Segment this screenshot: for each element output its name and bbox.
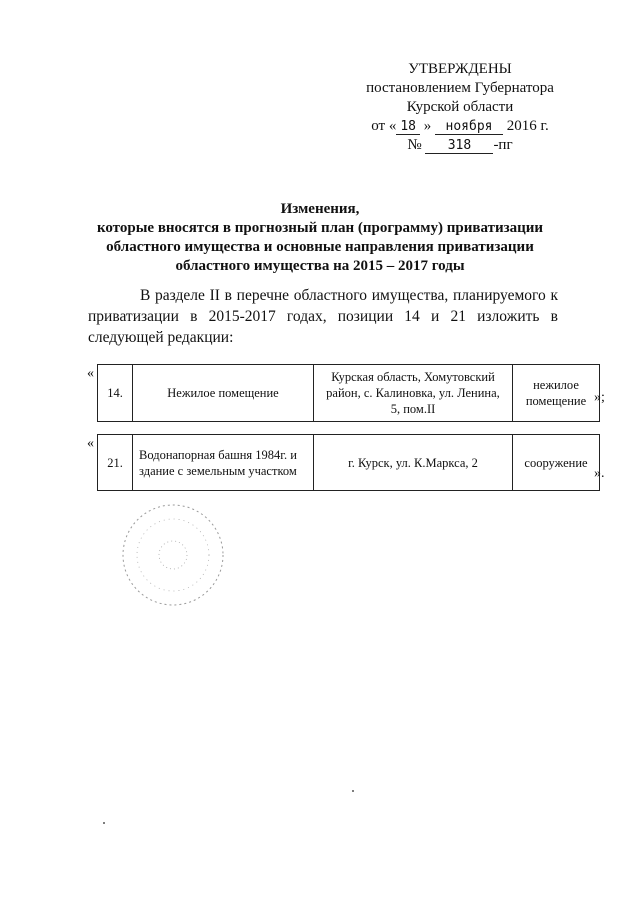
table-row [98, 365, 600, 422]
date-month: ноября [435, 120, 503, 135]
number-prefix: № [407, 137, 422, 153]
row-close-quote: »; [594, 390, 605, 405]
title-line-2: которые вносятся в прогнозный план (программу) приватизации [96, 220, 544, 236]
date-sep: » [423, 118, 432, 134]
title-line-1: Изменения, [280, 201, 360, 217]
item-table-14 [97, 364, 600, 422]
row-number: 14. [98, 365, 133, 422]
row-name: Нежилое помещение [133, 365, 314, 422]
row-open-quote: « [87, 366, 94, 381]
row-open-quote: « [87, 436, 94, 451]
row-address: Курская область, Хомутовский район, с. Калиновка, ул. Ленина, 5, пом.II [314, 365, 513, 422]
approval-line-region: Курской области [406, 99, 514, 115]
row-address: г. Курск, ул. К.Маркса, 2 [314, 435, 513, 491]
approval-block [340, 60, 580, 155]
date-day: 18 [396, 120, 420, 135]
approval-date [340, 117, 580, 136]
title-line-3: областного имущества и основные направления приватизации [106, 239, 534, 255]
approval-line-decree: постановлением Губернатора [366, 80, 554, 96]
body-paragraph-text: В разделе II в перечне областного имущества, планируемого к приватизации в 2015-2017 годах, позиции 14 и 21 изложить в следующей редакции: [88, 287, 558, 346]
row-close-quote: ». [594, 466, 605, 481]
title-line-4: областного имущества на 2015 – 2017 годы [175, 258, 465, 274]
scan-speck [352, 790, 354, 792]
row-name: Водонапорная башня 1984г. и здание с земельным участком [133, 435, 314, 491]
scan-speck [103, 822, 105, 824]
document-title [60, 200, 580, 276]
stamp-seal [118, 500, 228, 610]
table-row [98, 435, 600, 491]
body-paragraph [88, 285, 558, 348]
date-year: 2016 г. [506, 118, 549, 134]
date-prefix: от « [371, 118, 397, 134]
number-value: 318 [425, 139, 493, 154]
row-number: 21. [98, 435, 133, 491]
approval-title: УТВЕРЖДЕНЫ [408, 61, 512, 77]
number-suffix: -пг [493, 137, 513, 153]
item-table-21 [97, 434, 600, 491]
row-type: нежилое помещение [513, 365, 600, 422]
row-type: сооружение [513, 435, 600, 491]
approval-number [340, 136, 580, 155]
